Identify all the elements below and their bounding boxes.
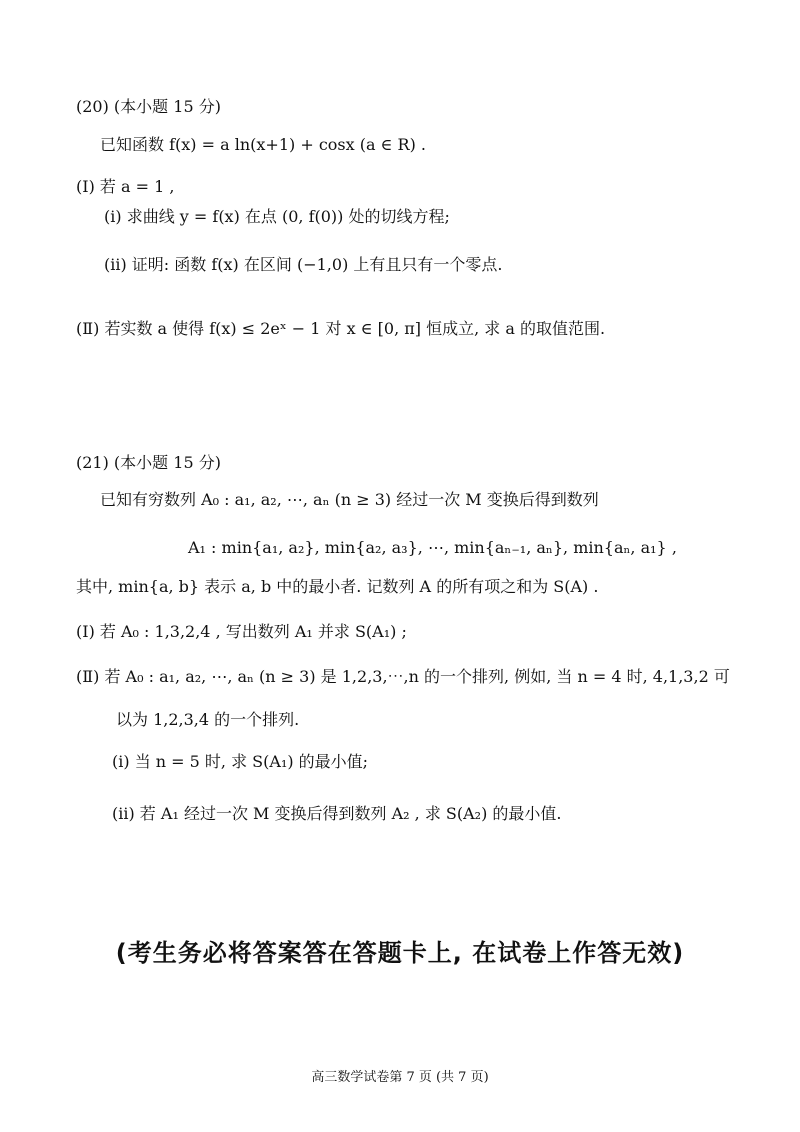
problem-20-part-2: (Ⅱ) 若实数 a 使得 f(x) ≤ 2eˣ − 1 对 x ∈ [0, π] 恒成立, 求 a 的取值范围. xyxy=(76,319,606,338)
problem-21-part-1: (Ⅰ) 若 A₀ : 1,3,2,4 , 写出数列 A₁ 并求 S(A₁) ; xyxy=(76,622,407,641)
problem-21-part-2-ii: (ⅱ) 若 A₁ 经过一次 M 变换后得到数列 A₂ , 求 S(A₂) 的最小值. xyxy=(112,804,562,823)
problem-21-part-2-line-1: (Ⅱ) 若 A₀ : a₁, a₂, ⋯, aₙ (n ≥ 3) 是 1,2,3,⋯,n 的一个排列, 例如, 当 n = 4 时, 4,1,3,2 可 xyxy=(76,667,730,686)
page-footer: 高三数学试卷第 7 页 (共 7 页) xyxy=(311,1070,489,1085)
problem-20-header: (20) (本小题 15 分) xyxy=(76,97,221,116)
problem-21-definition: 其中, min{a, b} 表示 a, b 中的最小者. 记数列 A 的所有项之和为 S(A) . xyxy=(76,577,599,596)
problem-20-statement: 已知函数 f(x) = a ln(x+1) + cosx (a ∈ R) . xyxy=(100,135,426,154)
exam-notice: (考生务必将答案答在答题卡上, 在试卷上作答无效) xyxy=(115,939,685,967)
problem-21-part-2-line-2: 以为 1,2,3,4 的一个排列. xyxy=(116,710,300,729)
problem-20-part-1: (Ⅰ) 若 a = 1 , xyxy=(76,177,175,196)
problem-20-part-1-ii: (ⅱ) 证明: 函数 f(x) 在区间 (−1,0) 上有且只有一个零点. xyxy=(104,255,503,274)
problem-21-part-2-i: (ⅰ) 当 n = 5 时, 求 S(A₁) 的最小值; xyxy=(112,752,369,771)
problem-20-part-1-i: (ⅰ) 求曲线 y = f(x) 在点 (0, f(0)) 处的切线方程; xyxy=(104,207,450,226)
problem-21-header: (21) (本小题 15 分) xyxy=(76,453,221,472)
problem-21-statement: 已知有穷数列 A₀ : a₁, a₂, ⋯, aₙ (n ≥ 3) 经过一次 M 变换后得到数列 xyxy=(100,490,599,509)
problem-21-transform: A₁ : min{a₁, a₂}, min{a₂, a₃}, ⋯, min{aₙ₋₁, aₙ}, min{aₙ, a₁} , xyxy=(188,538,677,557)
